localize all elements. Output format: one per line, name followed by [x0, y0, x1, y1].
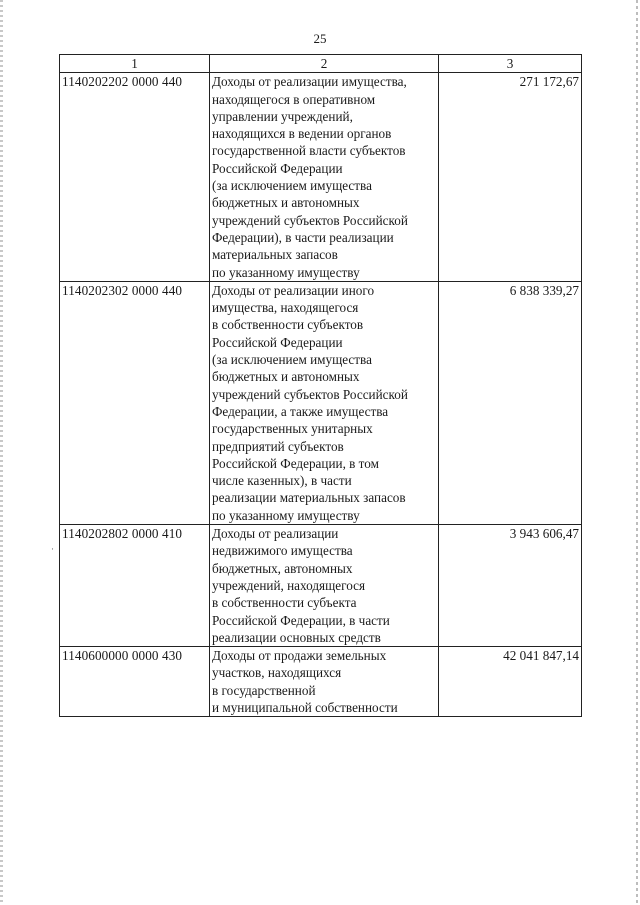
table-row	[60, 281, 582, 524]
description-line: Федерации), в части реализации	[212, 229, 394, 245]
page-number: 25	[313, 31, 327, 46]
description-line: находящихся в ведении органов	[212, 126, 392, 142]
description-line: управлении учреждений,	[212, 108, 353, 124]
description-line: бюджетных, автономных	[212, 560, 353, 576]
budget-classification-code: 1140600000 0000 430	[60, 647, 210, 717]
description-line: Российской Федерации	[212, 334, 343, 350]
column-header-1: 1	[60, 55, 210, 73]
scan-edge-left	[0, 0, 3, 905]
amount-value: 271 172,67	[439, 73, 582, 282]
description-line: государственной власти субъектов	[212, 143, 406, 159]
description-line: по указанному имуществу	[212, 507, 360, 523]
amount-value: 6 838 339,27	[439, 281, 582, 524]
description-line: Доходы от реализации	[212, 526, 339, 542]
column-header-2: 2	[210, 55, 439, 73]
description-line: Доходы от реализации имущества,	[212, 74, 407, 90]
description-line: недвижимого имущества	[212, 543, 353, 559]
revenue-description	[210, 525, 439, 647]
budget-classification-code: 1140202802 0000 410	[60, 525, 210, 647]
description-line: государственных унитарных	[212, 421, 373, 437]
description-line: предприятий субъектов	[212, 438, 344, 454]
description-line: и муниципальной собственности	[212, 699, 398, 715]
description-line: имущества, находящегося	[212, 300, 359, 316]
table-row	[60, 525, 582, 647]
description-line: Доходы от реализации иного	[212, 282, 375, 298]
amount-value: 42 041 847,14	[439, 647, 582, 717]
scan-speck: ·	[51, 544, 54, 554]
description-line: Федерации, а также имущества	[212, 403, 389, 419]
description-line: учреждений субъектов Российской	[212, 212, 408, 228]
table-row	[60, 647, 582, 717]
budget-classification-code: 1140202302 0000 440	[60, 281, 210, 524]
description-line: (за исключением имущества	[212, 352, 372, 368]
revenue-table	[59, 54, 582, 717]
description-line: учреждений, находящегося	[212, 577, 366, 593]
description-line: Доходы от продажи земельных	[212, 648, 387, 664]
revenue-description	[210, 73, 439, 282]
description-line: Российской Федерации	[212, 160, 343, 176]
description-line: в собственности субъекта	[212, 595, 357, 611]
table-body	[60, 73, 582, 717]
description-line: находящегося в оперативном	[212, 91, 376, 107]
description-line: Российской Федерации, в том	[212, 455, 379, 471]
description-line: числе казенных), в части	[212, 473, 352, 489]
revenue-description	[210, 281, 439, 524]
description-line: бюджетных и автономных	[212, 195, 360, 211]
amount-value: 3 943 606,47	[439, 525, 582, 647]
description-line: материальных запасов	[212, 247, 338, 263]
table-row	[60, 73, 582, 282]
revenue-description	[210, 647, 439, 717]
description-line: по указанному имуществу	[212, 264, 360, 280]
description-line: реализации основных средств	[212, 629, 381, 645]
description-line: в государственной	[212, 682, 316, 698]
description-line: участков, находящихся	[212, 665, 342, 681]
description-line: (за исключением имущества	[212, 178, 372, 194]
description-line: Российской Федерации, в части	[212, 612, 390, 628]
description-line: реализации материальных запасов	[212, 490, 406, 506]
column-header-3: 3	[439, 55, 582, 73]
description-line: в собственности субъектов	[212, 317, 364, 333]
table-header-row	[60, 55, 582, 73]
scan-edge-right	[636, 0, 638, 905]
description-line: бюджетных и автономных	[212, 369, 360, 385]
budget-classification-code: 1140202202 0000 440	[60, 73, 210, 282]
description-line: учреждений субъектов Российской	[212, 386, 408, 402]
